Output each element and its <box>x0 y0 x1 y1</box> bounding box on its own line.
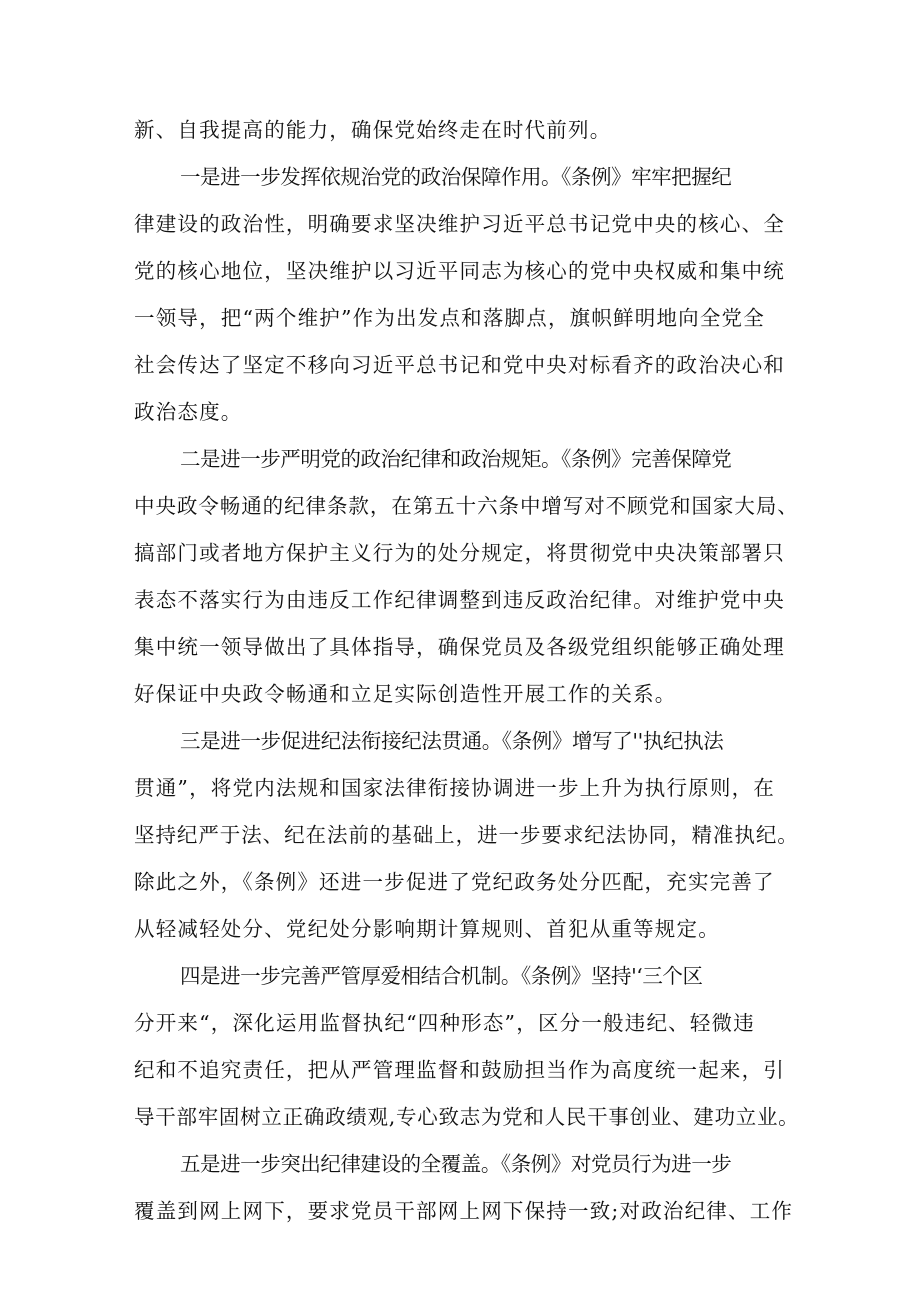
text-line: 三是进一步促进纪法衔接纪法贯通。《条例》增写了''执纪执法 <box>180 729 724 753</box>
text-line: 二是进一步严明党的政治纪律和政治规矩。《条例》完善保障党 <box>180 447 732 471</box>
text-line: 坚持纪严于法、纪在法前的基础上，进一步要求纪法协同，精准执纪。 <box>134 823 799 847</box>
text-line: 表态不落实行为由违反工作纪律调整到违反政治纪律。对维护党中央 <box>134 588 785 612</box>
text-line: 社会传达了坚定不移向习近平总书记和党中央对标看齐的政治决心和 <box>134 353 785 377</box>
text-line: 覆盖到网上网下，要求党员干部网上网下保持一致;对政治纪律、工作 <box>134 1199 794 1223</box>
text-line: 好保证中央政令畅通和立足实际创造性开展工作的关系。 <box>134 682 677 706</box>
text-line: 新、自我提高的能力，确保党始终走在时代前列。 <box>134 118 612 142</box>
text-line: 党的核心地位，坚决维护以习近平同志为核心的党中央权威和集中统 <box>134 259 785 283</box>
text-line: 从轻减轻处分、党纪处分影响期计算规则、首犯从重等规定。 <box>134 917 720 941</box>
text-line: 中央政令畅通的纪律条款，在第五十六条中增写对不顾党和国家大局、 <box>134 494 799 518</box>
text-line: 分开来“，深化运用监督执纪“四种形态”，区分一般违纪、轻微违 <box>134 1011 755 1035</box>
document-body <box>134 107 799 1235</box>
text-line: 集中统一领导做出了具体指导，确保党员及各级党组织能够正确处理 <box>134 635 785 659</box>
text-line: 纪和不追究责任，把从严管理监督和鼓励担当作为高度统一起来，引 <box>134 1058 785 1082</box>
text-line: 一是进一步发挥依规治党的政治保障作用。《条例》牢牢把握纪 <box>180 165 732 189</box>
text-line: 导干部牢固树立正确政绩观,专心致志为党和人民干事创业、建功立业。 <box>134 1105 800 1129</box>
text-line: 除此之外，《条例》还进一步促进了党纪政务处分匹配，充实完善了 <box>134 870 775 894</box>
text-line: 政治态度。 <box>134 400 243 424</box>
text-line: 律建设的政治性，明确要求坚决维护习近平总书记党中央的核心、全 <box>134 212 785 236</box>
text-line: 四是进一步完善严管厚爱相结合机制。《条例》坚持'‘三个区 <box>180 964 703 988</box>
text-line: 五是进一步突出纪律建设的全覆盖。《条例》对党员行为进一步 <box>180 1152 732 1176</box>
text-line: 一领导，把“两个维护”作为出发点和落脚点，旗帜鲜明地向全党全 <box>134 306 765 330</box>
text-line: 贯通”，将党内法规和国家法律衔接协调进一步上升为执行原则，在 <box>134 776 775 800</box>
text-line: 搞部门或者地方保护主义行为的处分规定，将贯彻党中央决策部署只 <box>134 541 785 565</box>
